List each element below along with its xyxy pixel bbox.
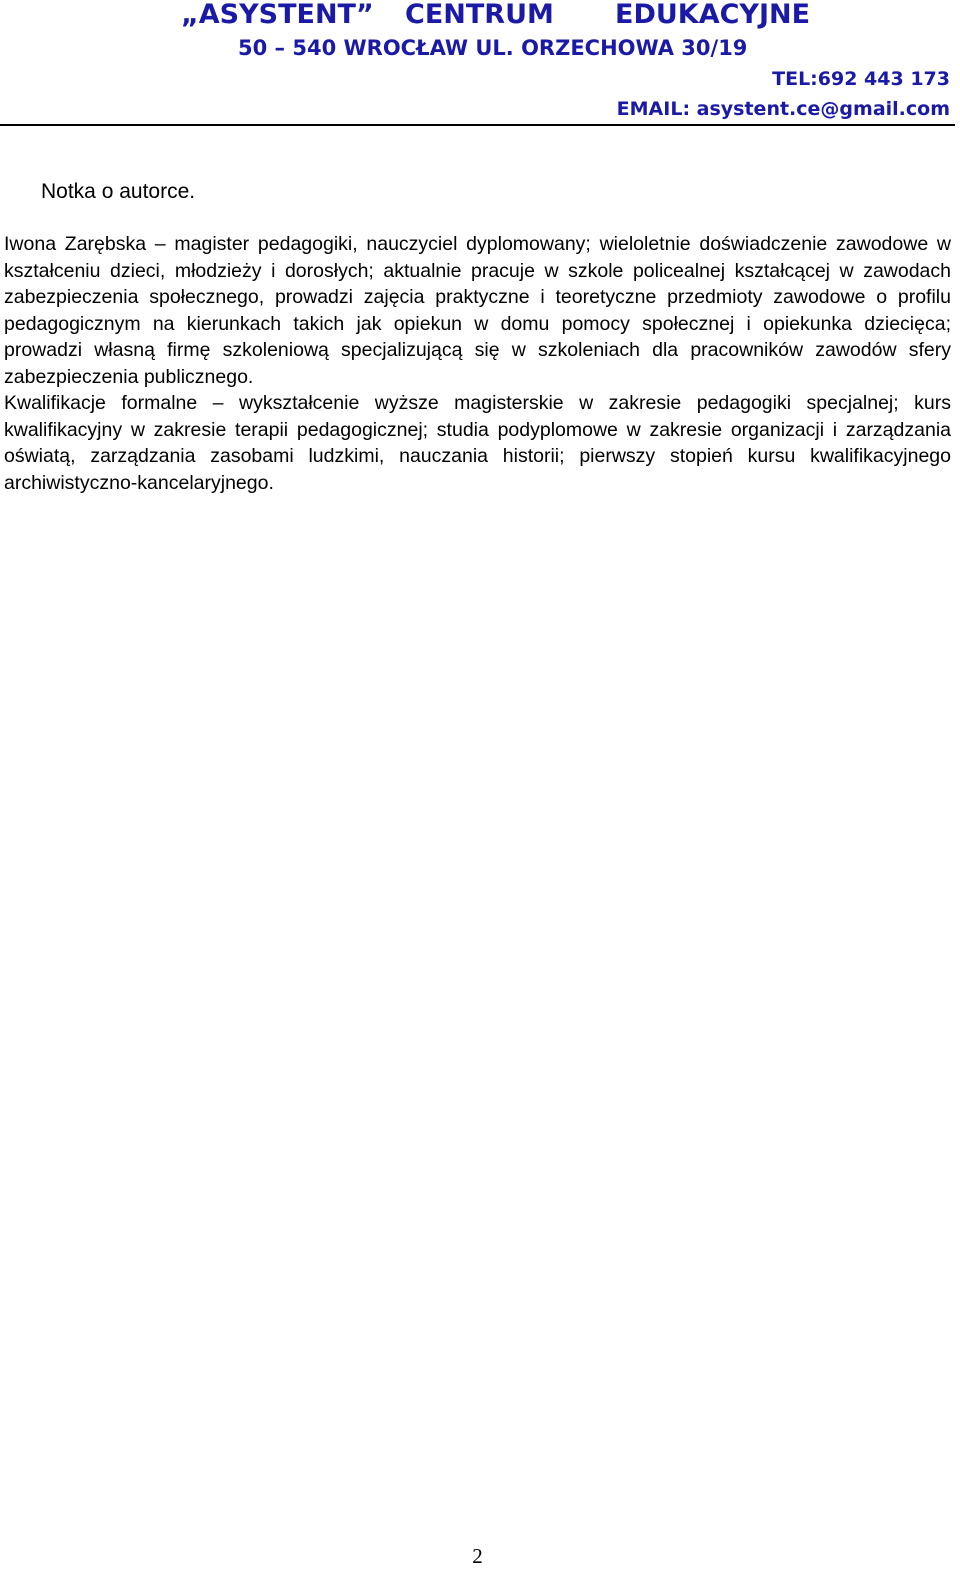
letterhead-title-part-2: CENTRUM xyxy=(405,0,554,30)
author-bio-paragraph: Iwona Zarębska – magister pedagogiki, nauczyciel dyplomowany; wieloletnie doświadczenie zawodowe w kształceniu dzieci, młodzieży i dorosłych; aktualnie pracuje w szkole policealnej kształcącej w zawodach zabezpieczenia społecznego, prowadzi zajęcia praktyczne i teoretyczne przedmioty zawodowe o profilu pedagogicznym na kierunkach takich jak opiekun w domu pomocy społecznej i opiekunka dziecięca; prowadzi własną firmę szkoleniową specjalizującą się w szkoleniach dla pracowników zawodów sfery zabezpieczenia publicznego. xyxy=(4,233,951,388)
author-qualifications-paragraph: Kwalifikacje formalne – wykształcenie wyższe magisterskie w zakresie pedagogiki specjalnej; kurs kwalifikacyjny w zakresie terapii pedagogicznej; studia podyplomowe w zakresie organizacji i zarządzania oświatą, zarządzania zasobami ludzkimi, nauczania historii; pierwszy stopień kursu kwalifikacyjnego archiwistyczno-kancelaryjnego. xyxy=(4,392,951,494)
letterhead-email: EMAIL: asystent.ce@gmail.com xyxy=(616,98,950,120)
letterhead-title-part-1: „ASYSTENT” xyxy=(181,0,374,30)
section-heading: Notka o autorce. xyxy=(41,180,196,203)
letterhead xyxy=(0,0,960,127)
author-note-body xyxy=(4,231,951,496)
page-number: 2 xyxy=(472,1544,483,1568)
letterhead-address: 50 – 540 WROCŁAW UL. ORZECHOWA 30/19 xyxy=(238,36,748,60)
letterhead-divider xyxy=(0,124,955,126)
letterhead-title-part-3: EDUKACYJNE xyxy=(615,0,811,30)
letterhead-title xyxy=(0,0,960,30)
letterhead-phone: TEL:692 443 173 xyxy=(772,68,950,90)
